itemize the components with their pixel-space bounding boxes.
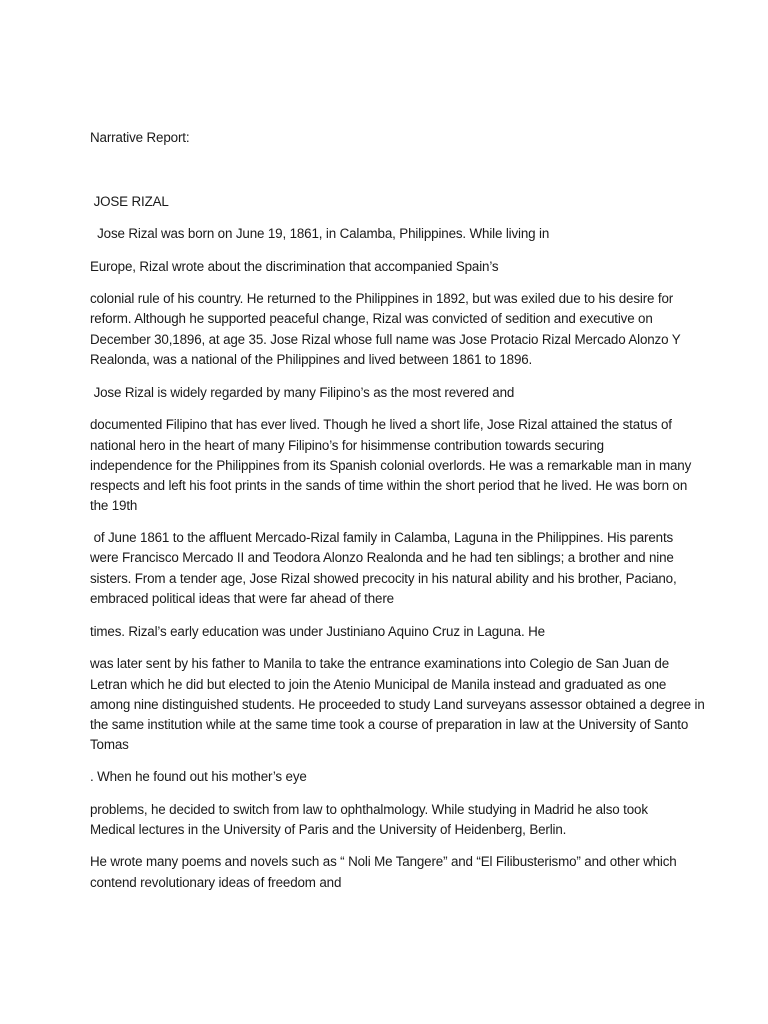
- text-line: were Francisco Mercado II and Teodora Alonzo Realonda and he had ten siblings; a brother and nine: [90, 550, 674, 565]
- text-line: national hero in the heart of many Filipino’s for hisimmense contribution towards securing: [90, 438, 604, 453]
- text-line: the 19th: [90, 498, 138, 513]
- text-line: Tomas: [90, 737, 129, 752]
- text-line: embraced political ideas that were far ahead of there: [90, 591, 394, 606]
- text-line: problems, he decided to switch from law to ophthalmology. While studying in Madrid he also took: [90, 802, 648, 817]
- report-title: JOSE RIZAL: [90, 194, 169, 209]
- text-line: among nine distinguished students. He proceeded to study Land surveyans assessor obtained a degree in: [90, 697, 705, 712]
- text-line: Europe, Rizal wrote about the discrimination that accompanied Spain’s: [90, 259, 499, 274]
- text-line: He wrote many poems and novels such as “ Noli Me Tangere” and “El Filibusterismo” and other which: [90, 854, 677, 869]
- text-line: sisters. From a tender age, Jose Rizal showed precocity in his natural ability and his brother, Paciano,: [90, 571, 677, 586]
- text-line: times. Rizal’s early education was under Justiniano Aquino Cruz in Laguna. He: [90, 624, 545, 639]
- text-line: Medical lectures in the University of Paris and the University of Heidenberg, Berlin.: [90, 822, 567, 837]
- text-line: was later sent by his father to Manila to take the entrance examinations into Colegio de San Juan de: [90, 656, 670, 671]
- text-line: Jose Rizal was born on June 19, 1861, in Calamba, Philippines. While living in: [90, 226, 550, 241]
- text-line: of June 1861 to the affluent Mercado-Rizal family in Calamba, Laguna in the Philippines. His parents: [90, 530, 674, 545]
- text-line: respects and left his foot prints in the sands of time within the short period that he lived. He was born on: [90, 478, 688, 493]
- text-line: independence for the Philippines from its Spanish colonial overlords. He was a remarkable man in many: [90, 458, 692, 473]
- text-line: the same institution while at the same time took a course of preparation in law at the University of Santo: [90, 717, 689, 732]
- text-line: Jose Rizal is widely regarded by many Filipino’s as the most revered and: [90, 385, 515, 400]
- text-line: Letran which he did but elected to join the Atenio Municipal de Manila instead and graduated as one: [90, 677, 667, 692]
- report-heading: Narrative Report:: [90, 130, 190, 145]
- text-line: . When he found out his mother’s eye: [90, 769, 307, 784]
- text-line: colonial rule of his country. He returned to the Philippines in 1892, but was exiled due to his desire for: [90, 291, 674, 306]
- text-line: Realonda, was a national of the Philippines and lived between 1861 to 1896.: [90, 352, 533, 367]
- text-line: reform. Although he supported peaceful change, Rizal was convicted of sedition and executive on: [90, 311, 653, 326]
- text-line: documented Filipino that has ever lived. Though he lived a short life, Jose Rizal attained the status of: [90, 417, 672, 432]
- text-line: December 30,1896, at age 35. Jose Rizal whose full name was Jose Protacio Rizal Mercado Alonzo Y: [90, 332, 681, 347]
- text-line: contend revolutionary ideas of freedom and: [90, 875, 342, 890]
